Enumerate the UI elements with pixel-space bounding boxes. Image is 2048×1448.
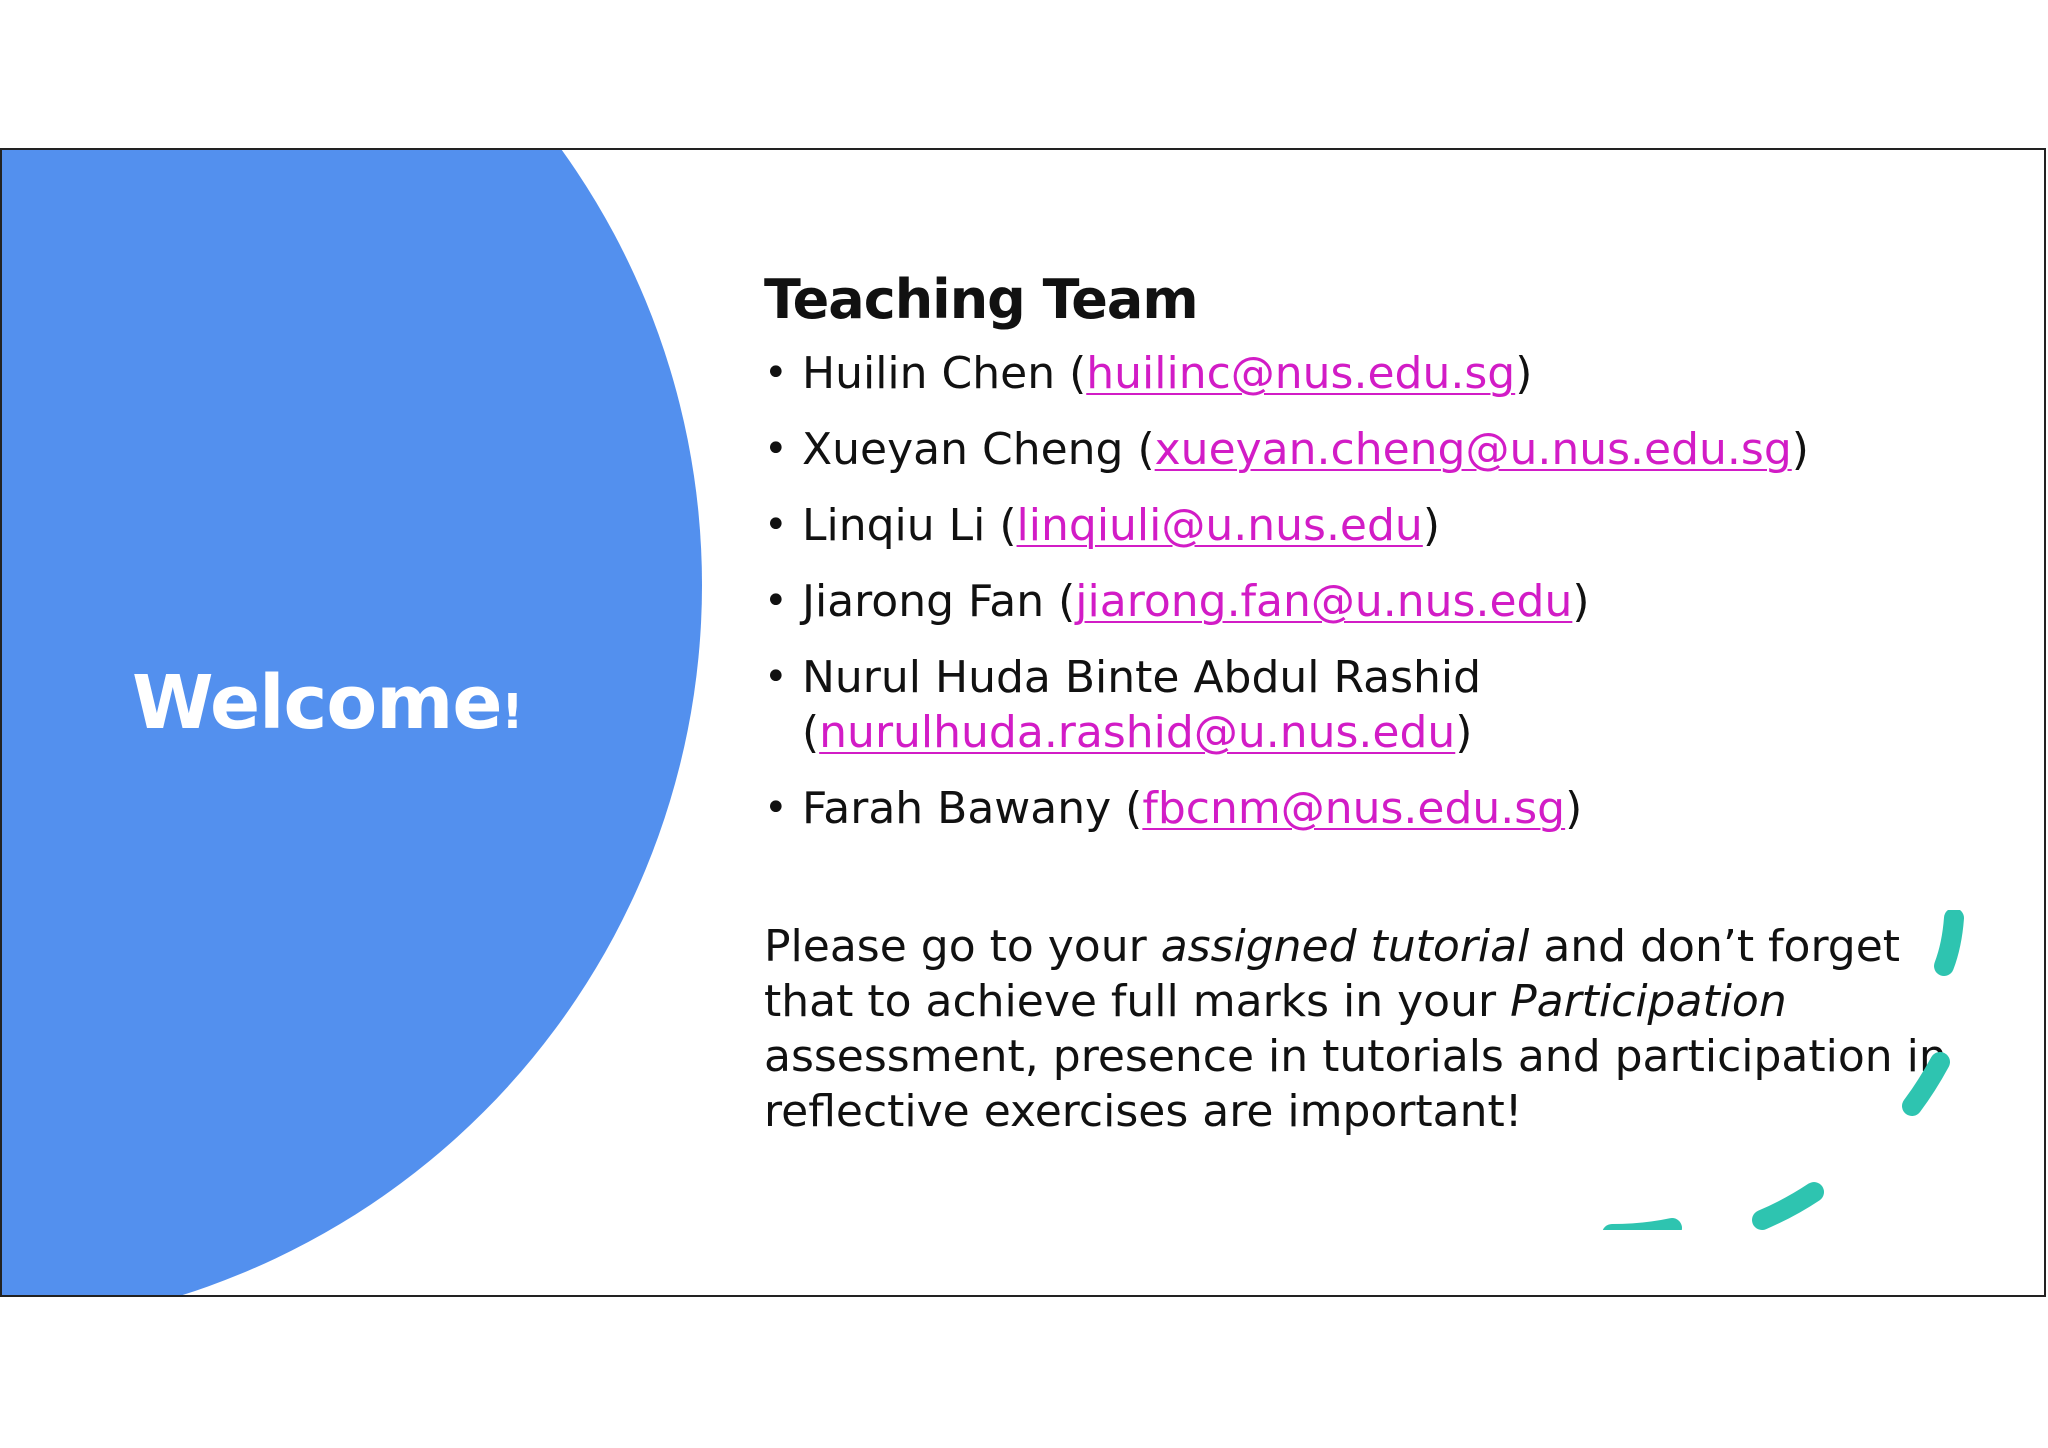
note-emphasis: Participation xyxy=(1510,976,1787,1027)
member-item: • Xueyan Cheng (xueyan.cheng@u.nus.edu.sg) xyxy=(764,422,1994,477)
member-email-link[interactable]: huilinc@nus.edu.sg xyxy=(1086,348,1516,399)
arc-dash xyxy=(1912,1062,1940,1106)
slide xyxy=(0,148,2046,1297)
member-item: • Linqiu Li (linqiuli@u.nus.edu) xyxy=(764,498,1994,553)
note-text: assessment, presence in tutorials and participation in reflective exercises are important! xyxy=(764,1031,1947,1137)
member-name: Jiarong Fan xyxy=(802,576,1045,627)
member-name: Farah Bawany xyxy=(802,783,1112,834)
member-email-link[interactable]: xueyan.cheng@u.nus.edu.sg xyxy=(1154,424,1792,475)
note-emphasis: assigned tutorial xyxy=(1160,921,1530,972)
member-item: • Huilin Chen (huilinc@nus.edu.sg) xyxy=(764,346,1994,401)
note-text: and don’t forget that to achieve full marks in your xyxy=(764,921,1901,1027)
member-email-link[interactable]: fbcnm@nus.edu.sg xyxy=(1142,783,1566,834)
member-list xyxy=(764,346,1994,836)
arc-dash xyxy=(1762,1192,1814,1220)
teaching-team-title: Teaching Team xyxy=(764,268,1198,331)
member-name: Xueyan Cheng xyxy=(802,424,1124,475)
welcome-heading xyxy=(132,660,522,746)
member-name: Nurul Huda Binte Abdul Rashid xyxy=(802,652,1482,703)
member-name: Huilin Chen xyxy=(802,348,1056,399)
member-email-link[interactable]: nurulhuda.rashid@u.nus.edu xyxy=(819,707,1456,758)
dashed-arc-decoration xyxy=(1582,910,1982,1230)
note-text: Please go to your xyxy=(764,921,1161,972)
member-item: • Jiarong Fan (jiarong.fan@u.nus.edu) xyxy=(764,574,1994,629)
arc-dash xyxy=(1612,1228,1672,1230)
welcome-text: Welcome xyxy=(132,660,502,746)
member-item: • Nurul Huda Binte Abdul Rashid (nurulhuda.rashid@u.nus.edu) xyxy=(764,650,1994,760)
arc-dash xyxy=(1944,918,1954,966)
member-email-link[interactable]: linqiuli@u.nus.edu xyxy=(1016,500,1423,551)
member-item: • Farah Bawany (fbcnm@nus.edu.sg) xyxy=(764,781,1994,836)
welcome-punct: ! xyxy=(501,684,523,740)
member-email-link[interactable]: jiarong.fan@u.nus.edu xyxy=(1075,576,1573,627)
member-name: Linqiu Li xyxy=(802,500,986,551)
